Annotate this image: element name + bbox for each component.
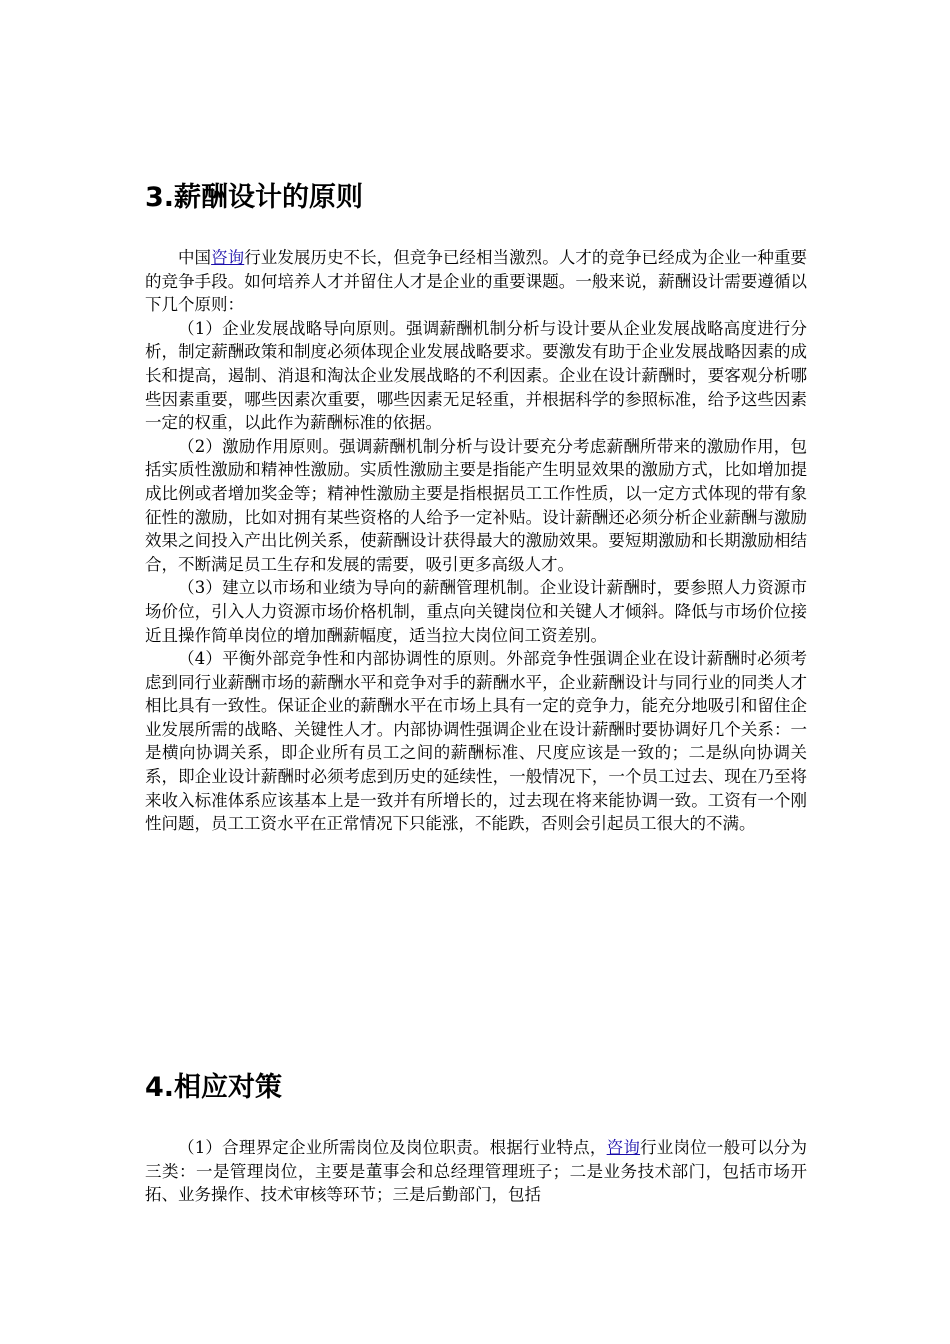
consulting-link[interactable]: 咨询 xyxy=(606,1138,641,1157)
section-body xyxy=(145,1136,807,1207)
principle-paragraph-2: （2）激励作用原则。强调薪酬机制分析与设计要充分考虑薪酬所带来的激励作用，包括实质性激励和精神性激励。实质性激励主要是指能产生明显效果的激励方式，比如增加提成比例或者增加奖金等；精神性激励主要是指根据员工工作性质，以一定方式体现的带有象征性的激励，比如对拥有某些资格的人给予一定补贴。设计薪酬还必须分析企业薪酬与激励效果之间投入产出比例关系，使薪酬设计获得最大的激励效果。要短期激励和长期激励相结合，不断满足员工生存和发展的需要，吸引更多高级人才。 xyxy=(145,436,807,574)
principle-paragraph-4: （4）平衡外部竞争性和内部协调性的原则。外部竞争性强调企业在设计薪酬时必须考虑到同行业薪酬市场的薪酬水平和竞争对手的薪酬水平，企业薪酬设计与同行业的同类人才相比具有一致性。保证企业的薪酬水平在市场上具有一定的竞争力，能充分地吸引和留住企业发展所需的战略、关键性人才。内部协调性强调企业在设计薪酬时要协调好几个关系：一是横向协调关系，即企业所有员工之间的薪酬标准、尺度应该是一致的；二是纵向协调关系，即企业设计薪酬时必须考虑到历史的延续性，一般情况下，一个员工过去、现在乃至将来收入标准体系应该基本上是一致并有所增长的，过去现在将来能协调一致。工资有一个刚性问题，员工工资水平在正常情况下只能涨，不能跌，否则会引起员工很大的不满。 xyxy=(145,649,807,834)
intro-text-after: 行业发展历史不长，但竞争已经相当激烈。人才的竞争已经成为企业一种重要的竞争手段。如何培养人才并留住人才是企业的重要课题。一般来说，薪酬设计需要遵循以下几个原则： xyxy=(145,248,808,315)
section-body xyxy=(145,246,807,836)
intro-text-before: （1）合理界定企业所需岗位及岗位职责。根据行业特点， xyxy=(178,1138,607,1157)
section-heading: 3.薪酬设计的原则 xyxy=(145,182,364,213)
intro-text-after: 行业岗位一般可以分为三类：一是管理岗位，主要是董事会和总经理管理班子；二是业务技术部门，包括市场开拓、业务操作、技术审核等环节；三是后勤部门，包括 xyxy=(145,1138,808,1205)
intro-paragraph xyxy=(145,246,807,317)
intro-text-before: 中国 xyxy=(178,248,212,267)
countermeasure-paragraph-1 xyxy=(145,1136,807,1207)
section-heading: 4.相应对策 xyxy=(145,1072,283,1103)
principle-paragraph-1: （1）企业发展战略导向原则。强调薪酬机制分析与设计要从企业发展战略高度进行分析，制定薪酬政策和制度必须体现企业发展战略要求。要激发有助于企业发展战略因素的成长和提高，遏制、消退和淘汰企业发展战略的不利因素。企业在设计薪酬时，要客观分析哪些因素重要，哪些因素次重要，哪些因素无足轻重，并根据科学的参照标准，给予这些因素一定的权重，以此作为薪酬标准的依据。 xyxy=(145,318,807,433)
consulting-link[interactable]: 咨询 xyxy=(211,248,245,267)
principle-paragraph-3: （3）建立以市场和业绩为导向的薪酬管理机制。企业设计薪酬时，要参照人力资源市场价位，引入人力资源市场价格机制，重点向关键岗位和关键人才倾斜。降低与市场价位接近且操作简单岗位的增加酬薪幅度，适当拉大岗位间工资差别。 xyxy=(145,578,807,645)
